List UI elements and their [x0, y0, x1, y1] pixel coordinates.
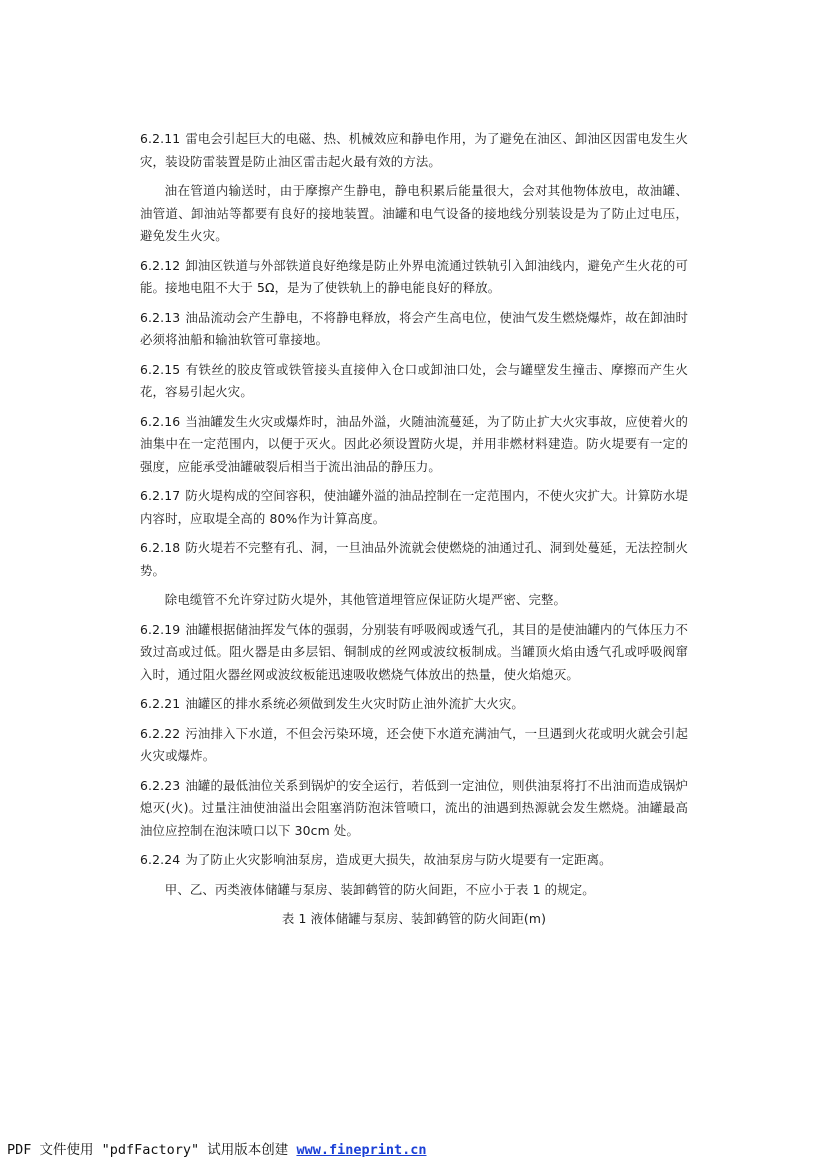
- paragraph-text: 有铁丝的胶皮管或铁管接头直接伸入仓口或卸油口处，会与罐壁发生撞击、摩擦而产生火花，容易引起火灾。: [140, 361, 688, 399]
- clause-number: 6.2.17: [140, 488, 181, 503]
- clause-number: 6.2.24: [140, 852, 181, 867]
- paragraph-6-2-16: [140, 411, 688, 479]
- paragraph-text: 油在管道内输送时，由于摩擦产生静电，静电积累后能量很大，会对其他物体放电，故油罐、油管道、卸油站等都要有良好的接地装置。油罐和电气设备的接地线分别装设是为了防止过电压，避免发生火灾。: [140, 183, 688, 243]
- footer-link[interactable]: www.fineprint.cn: [296, 1142, 427, 1158]
- footer-text: PDF 文件使用 "pdfFactory" 试用版本创建: [7, 1142, 297, 1158]
- paragraph-text: 为了防止火灾影响油泵房，造成更大损失，故油泵房与防火堤要有一定距离。: [185, 852, 612, 867]
- pdf-footer: [7, 1138, 426, 1158]
- paragraph-fire-distance: [140, 879, 688, 902]
- paragraph-text: 油罐区的排水系统必须做到发生火灾时防止油外流扩大火灾。: [185, 696, 524, 711]
- clause-number: 6.2.16: [140, 413, 181, 429]
- clause-number: 6.2.15: [140, 361, 181, 377]
- paragraph-6-2-12: [140, 255, 688, 300]
- clause-number: 6.2.12: [140, 257, 181, 273]
- paragraph-6-2-23: [140, 775, 688, 843]
- paragraph-6-2-17: [140, 485, 688, 530]
- paragraph-text: 防火堤构成的空间容积，使油罐外溢的油品控制在一定范围内，不使火灾扩大。计算防水堤内容时，应取堤全高的 80%作为计算高度。: [140, 488, 688, 526]
- paragraph-6-2-13: [140, 307, 688, 352]
- paragraph-text: 油品流动会产生静电，不将静电释放，将会产生高电位，使油气发生燃烧爆炸，故在卸油时必须将油船和输油软管可靠接地。: [140, 309, 688, 347]
- paragraph-text: 污油排入下水道，不但会污染环境，还会使下水道充满油气，一旦遇到火花或明火就会引起火灾或爆炸。: [140, 725, 688, 763]
- paragraph-grounding: [140, 180, 688, 248]
- clause-number: 6.2.22: [140, 725, 181, 741]
- paragraph-6-2-11: [140, 128, 688, 173]
- paragraph-text: 当油罐发生火灾或爆炸时，油品外溢，火随油流蔓延，为了防止扩大火灾事故，应使着火的油集中在一定范围内，以便于灭火。因此必须设置防火堤，并用非燃材料建造。防火堤要有一定的强度，应能承受油罐破裂后相当于流出油品的静压力。: [140, 413, 688, 474]
- clause-number: 6.2.18: [140, 540, 181, 555]
- paragraph-text: 雷电会引起巨大的电磁、热、机械效应和静电作用，为了避免在油区、卸油区因雷电发生火灾，装设防雷装置是防止油区雷击起火最有效的方法。: [140, 131, 688, 169]
- clause-number: 6.2.19: [140, 621, 181, 637]
- clause-number: 6.2.23: [140, 777, 181, 793]
- clause-number: 6.2.21: [140, 696, 181, 711]
- table-caption: 表 1 液体储罐与泵房、装卸鹤管的防火间距(m): [281, 911, 547, 926]
- paragraph-6-2-24: [140, 849, 688, 872]
- paragraph-6-2-22: [140, 723, 688, 768]
- document-body: [140, 128, 688, 930]
- clause-number: 6.2.13: [140, 309, 181, 325]
- paragraph-6-2-18: [140, 537, 688, 582]
- paragraph-text: 甲、乙、丙类液体储罐与泵房、装卸鹤管的防火间距，不应小于表 1 的规定。: [164, 881, 595, 897]
- paragraph-text: 防火堤若不完整有孔、洞，一旦油品外流就会使燃烧的油通过孔、洞到处蔓延，无法控制火势。: [140, 540, 688, 578]
- paragraph-text: 油罐根据储油挥发气体的强弱，分别装有呼吸阀或透气孔，其目的是使油罐内的气体压力不致过高或过低。阻火器是由多层铝、铜制成的丝网或波纹板制成。当罐顶火焰由透气孔或呼吸阀窜入时，通过阻火器丝网或波纹板能迅速吸收燃烧气体放出的热量，使火焰熄灭。: [140, 621, 688, 682]
- paragraph-6-2-19: [140, 619, 688, 687]
- paragraph-text: 除电缆管不允许穿过防火堤外，其他管道埋管应保证防火堤严密、完整。: [164, 592, 567, 607]
- paragraph-text: 卸油区铁道与外部铁道良好绝缘是防止外界电流通过铁轨引入卸油线内，避免产生火花的可能。接地电阻不大于 5Ω，是为了使铁轨上的静电能良好的释放。: [140, 257, 688, 295]
- paragraph-text: 油罐的最低油位关系到锅炉的安全运行，若低到一定油位，则供油泵将打不出油而造成锅炉熄灭(火)。过量注油使油溢出会阻塞消防泡沫管喷口，流出的油遇到热源就会发生燃烧。油罐最高油位应控制在泡沫喷口以下 30cm 处。: [140, 777, 688, 838]
- clause-number: 6.2.11: [140, 131, 181, 146]
- paragraph-6-2-21: [140, 693, 688, 716]
- paragraph-cable-pipe: [140, 589, 688, 612]
- paragraph-6-2-15: [140, 359, 688, 404]
